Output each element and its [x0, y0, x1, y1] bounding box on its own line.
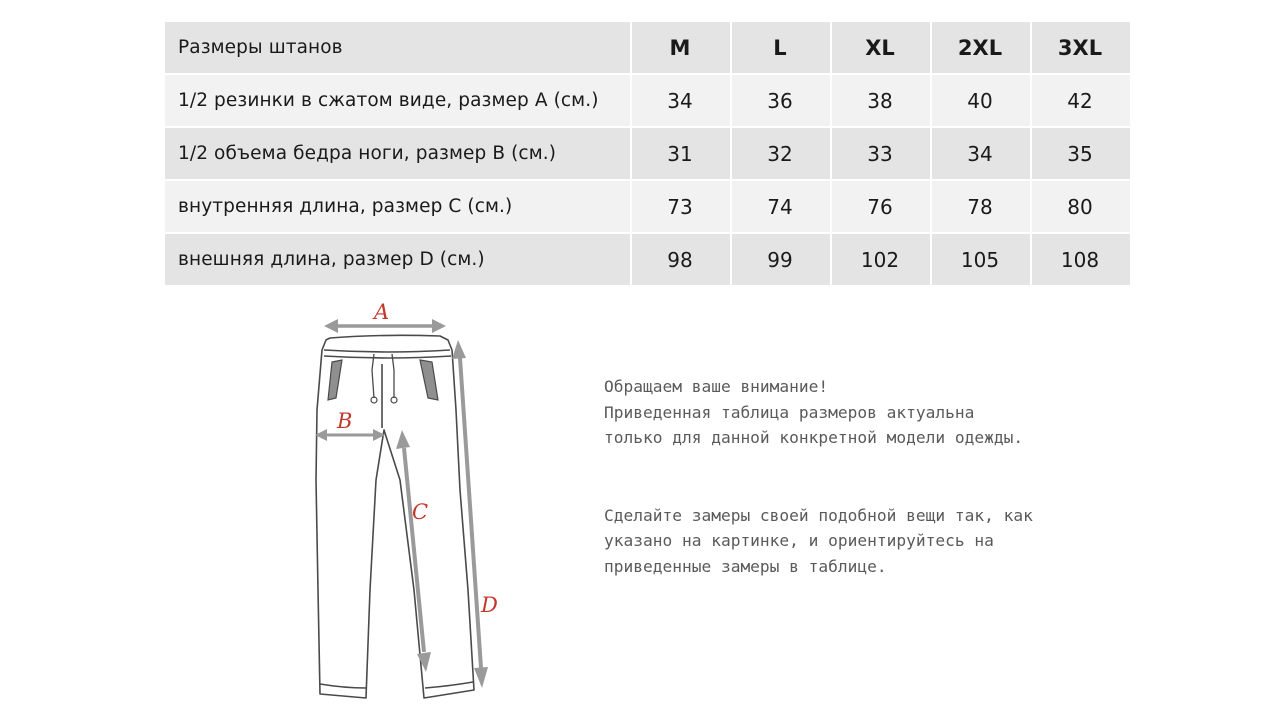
size-notes [604, 374, 1124, 580]
table-row [165, 127, 1130, 180]
table-cell: 33 [831, 127, 931, 180]
note-line: указано на картинке, и ориентируйтесь на [604, 531, 994, 551]
pocket-shapes [328, 360, 438, 400]
pants-diagram [300, 290, 520, 710]
table-cell: 40 [931, 74, 1031, 127]
table-cell: 34 [931, 127, 1031, 180]
row-label-b: 1/2 объема бедра ноги, размер B (см.) [165, 127, 631, 180]
table-header-row [165, 22, 1130, 74]
table-cell: 99 [731, 233, 831, 286]
note-line: приведенные замеры в таблице. [604, 556, 887, 576]
table-cell: 98 [631, 233, 731, 286]
pants-outline [316, 335, 474, 698]
table-cell: 102 [831, 233, 931, 286]
note-line: только для данной конкретной модели одежды. [604, 428, 1024, 448]
table-row [165, 233, 1130, 286]
size-header-l: L [731, 22, 831, 74]
table-cell: 35 [1031, 127, 1130, 180]
size-table [165, 22, 1130, 287]
note-line: Обращаем ваше внимание! [604, 377, 829, 396]
note-line: Сделайте замеры своей подобной вещи так, как [604, 505, 1033, 525]
table-cell: 31 [631, 127, 731, 180]
table-cell: 34 [631, 74, 731, 127]
size-header-3xl: 3XL [1031, 22, 1130, 74]
table-cell: 108 [1031, 233, 1130, 286]
size-header-xl: XL [831, 22, 931, 74]
row-label-a: 1/2 резинки в сжатом виде, размер A (см.) [165, 74, 631, 127]
row-label-d: внешняя длина, размер D (см.) [165, 233, 631, 286]
table-cell: 32 [731, 127, 831, 180]
table-row [165, 180, 1130, 233]
header-label: Размеры штанов [165, 22, 631, 74]
table-cell: 78 [931, 180, 1031, 233]
size-header-m: M [631, 22, 731, 74]
label-c: C [412, 500, 429, 524]
table-cell: 74 [731, 180, 831, 233]
label-b: B [337, 409, 353, 433]
table-row [165, 74, 1130, 127]
table-cell: 42 [1031, 74, 1130, 127]
table-cell: 105 [931, 233, 1031, 286]
label-d: D [481, 593, 498, 617]
note-line: Приведенная таблица размеров актуальна [604, 402, 975, 422]
table-cell: 38 [831, 74, 931, 127]
row-label-c: внутренняя длина, размер C (см.) [165, 180, 631, 233]
table-cell: 36 [731, 74, 831, 127]
table-cell: 80 [1031, 180, 1130, 233]
size-header-2xl: 2XL [931, 22, 1031, 74]
table-cell: 73 [631, 180, 731, 233]
arrow-c [396, 430, 431, 672]
paragraph-gap [604, 451, 1124, 503]
label-a: A [374, 300, 390, 324]
table-cell: 76 [831, 180, 931, 233]
